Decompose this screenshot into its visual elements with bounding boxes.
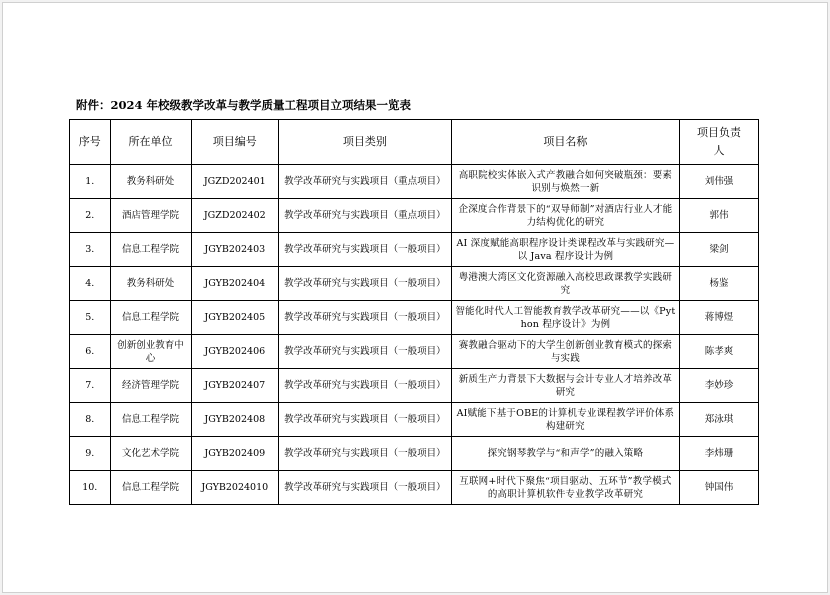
cell-leader: 李妙珍 <box>680 369 759 403</box>
cell-name: 高职院校实体嵌入式产教融合如何突破瓶颈：要素识别与焕然一新 <box>451 165 679 199</box>
cell-category: 教学改革研究与实践项目（一般项目） <box>279 335 452 369</box>
header-code: 项目编号 <box>191 120 278 165</box>
cell-name: 企深度合作背景下的“双导师制”对酒店行业人才能力结构优化的研究 <box>451 199 679 233</box>
table-row <box>70 301 759 335</box>
document-page <box>2 2 828 593</box>
cell-no: 7. <box>70 369 111 403</box>
cell-leader: 陈孝爽 <box>680 335 759 369</box>
cell-category: 教学改革研究与实践项目（一般项目） <box>279 369 452 403</box>
cell-name: 新质生产力背景下大数据与会计专业人才培养改革研究 <box>451 369 679 403</box>
cell-category: 教学改革研究与实践项目（一般项目） <box>279 403 452 437</box>
table-row <box>70 199 759 233</box>
results-table <box>69 119 759 505</box>
table-row <box>70 369 759 403</box>
cell-unit: 信息工程学院 <box>110 301 191 335</box>
cell-no: 1. <box>70 165 111 199</box>
cell-code: JGYB202405 <box>191 301 278 335</box>
cell-leader: 钟国伟 <box>680 471 759 505</box>
table-header-row <box>70 120 759 165</box>
header-leader: 项目负责人 <box>680 120 759 165</box>
cell-code: JGYB2024010 <box>191 471 278 505</box>
header-name: 项目名称 <box>451 120 679 165</box>
table-row <box>70 335 759 369</box>
cell-leader: 梁剑 <box>680 233 759 267</box>
cell-unit: 教务科研处 <box>110 267 191 301</box>
cell-leader: 杨鉴 <box>680 267 759 301</box>
cell-no: 3. <box>70 233 111 267</box>
cell-leader: 郭伟 <box>680 199 759 233</box>
cell-unit: 创新创业教育中心 <box>110 335 191 369</box>
cell-unit: 文化艺术学院 <box>110 437 191 471</box>
cell-category: 教学改革研究与实践项目（一般项目） <box>279 437 452 471</box>
cell-name: 互联网+时代下聚焦“项目驱动、五环节”教学模式的高职计算机软件专业教学改革研究 <box>451 471 679 505</box>
cell-code: JGZD202402 <box>191 199 278 233</box>
cell-leader: 郑泳琪 <box>680 403 759 437</box>
cell-category: 教学改革研究与实践项目（一般项目） <box>279 471 452 505</box>
cell-code: JGYB202406 <box>191 335 278 369</box>
cell-code: JGYB202404 <box>191 267 278 301</box>
cell-name: 粤港澳大湾区文化资源融入高校思政课教学实践研究 <box>451 267 679 301</box>
cell-no: 2. <box>70 199 111 233</box>
cell-category: 教学改革研究与实践项目（重点项目） <box>279 165 452 199</box>
cell-no: 4. <box>70 267 111 301</box>
cell-unit: 经济管理学院 <box>110 369 191 403</box>
table-row <box>70 267 759 301</box>
cell-category: 教学改革研究与实践项目（一般项目） <box>279 267 452 301</box>
cell-unit: 信息工程学院 <box>110 471 191 505</box>
table-row <box>70 471 759 505</box>
header-no: 序号 <box>70 120 111 165</box>
header-category: 项目类别 <box>279 120 452 165</box>
cell-code: JGYB202409 <box>191 437 278 471</box>
cell-category: 教学改革研究与实践项目（一般项目） <box>279 301 452 335</box>
cell-code: JGZD202401 <box>191 165 278 199</box>
cell-unit: 信息工程学院 <box>110 403 191 437</box>
cell-name: AI赋能下基于OBE的计算机专业课程教学评价体系构建研究 <box>451 403 679 437</box>
cell-leader: 刘伟强 <box>680 165 759 199</box>
cell-no: 5. <box>70 301 111 335</box>
cell-leader: 蒋博煜 <box>680 301 759 335</box>
cell-category: 教学改革研究与实践项目（重点项目） <box>279 199 452 233</box>
cell-unit: 酒店管理学院 <box>110 199 191 233</box>
cell-no: 10. <box>70 471 111 505</box>
cell-code: JGYB202407 <box>191 369 278 403</box>
table-row <box>70 165 759 199</box>
table-row <box>70 437 759 471</box>
cell-unit: 信息工程学院 <box>110 233 191 267</box>
cell-code: JGYB202403 <box>191 233 278 267</box>
table-row <box>70 403 759 437</box>
cell-no: 9. <box>70 437 111 471</box>
cell-name: 探究钢琴教学与“和声学”的融入策略 <box>451 437 679 471</box>
header-unit: 所在单位 <box>110 120 191 165</box>
cell-leader: 李炜珊 <box>680 437 759 471</box>
cell-name: AI 深度赋能高职程序设计类课程改革与实践研究—以 Java 程序设计为例 <box>451 233 679 267</box>
cell-category: 教学改革研究与实践项目（一般项目） <box>279 233 452 267</box>
table-row <box>70 233 759 267</box>
cell-unit: 教务科研处 <box>110 165 191 199</box>
cell-no: 8. <box>70 403 111 437</box>
cell-name: 智能化时代人工智能教育教学改革研究——以《Python 程序设计》为例 <box>451 301 679 335</box>
cell-name: 赛教融合驱动下的大学生创新创业教育模式的探索与实践 <box>451 335 679 369</box>
cell-no: 6. <box>70 335 111 369</box>
document-title: 附件：2024 年校级教学改革与教学质量工程项目立项结果一览表 <box>76 98 412 112</box>
cell-code: JGYB202408 <box>191 403 278 437</box>
